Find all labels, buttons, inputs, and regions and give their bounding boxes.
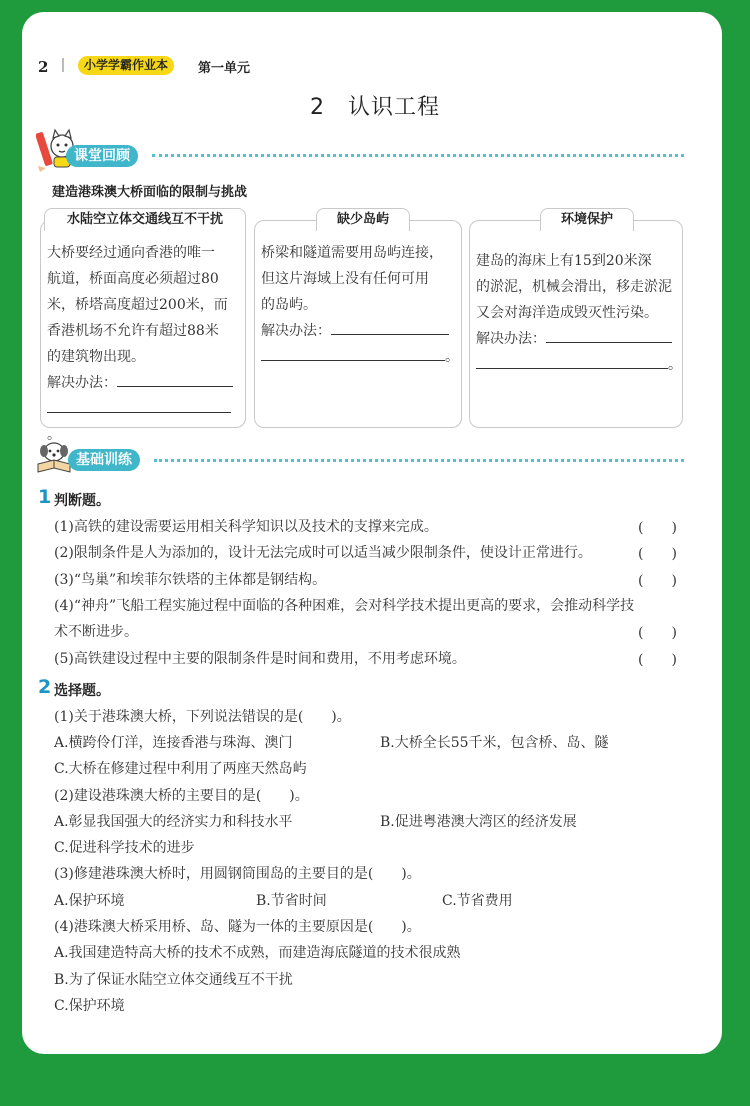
training-section-label: 基础训练 <box>68 449 140 471</box>
page-number: 2 <box>38 58 49 76</box>
q1-item-2: (2)限制条件是人为添加的，设计无法完成时可以适当减少限制条件，使设计正常进行。 <box>54 545 592 561</box>
answer-blank[interactable] <box>331 318 449 335</box>
review-dotted-rule <box>152 154 684 157</box>
answer-blank[interactable] <box>47 396 231 413</box>
q1-item-4: (4)“神舟”飞船工程实施过程中面临的各种困难，会对科学技术提出更高的要求，会推动科学技 <box>54 598 635 614</box>
review-section-label: 课堂回顾 <box>66 145 138 167</box>
card-traffic-solution: 解决办法： <box>47 370 243 396</box>
lesson-title: 2 认识工程 <box>310 95 440 120</box>
header-separator <box>62 58 64 72</box>
q2-4-option-b[interactable]: B.为了保证水陆空立体交通线互不干扰 <box>54 972 293 988</box>
q2-2-option-a[interactable]: A.彰显我国强大的经济实力和科技水平 <box>54 814 293 830</box>
q1-answer-2[interactable]: ( ) <box>638 546 677 562</box>
q2-1-option-a[interactable]: A.横跨伶仃洋，连接香港与珠海、澳门 <box>54 735 293 751</box>
q1-number: 1 <box>38 486 52 508</box>
q1-title: 判断题。 <box>54 493 110 509</box>
answer-blank[interactable] <box>261 344 445 361</box>
card-islands-solution: 解决办法： <box>261 318 459 344</box>
card-traffic-tab: 水陆空立体交通线互不干扰 <box>44 208 246 231</box>
q2-3-option-c[interactable]: C.节省费用 <box>442 893 513 909</box>
q2-number: 2 <box>38 676 52 698</box>
q2-4-option-c[interactable]: C.保护环境 <box>54 998 125 1014</box>
q1-answer-1[interactable]: ( ) <box>638 520 677 536</box>
training-dotted-rule <box>154 459 684 462</box>
q1-answer-4[interactable]: ( ) <box>638 625 677 641</box>
q2-1-option-c[interactable]: C.大桥在修建过程中利用了两座天然岛屿 <box>54 761 307 777</box>
q2-3-stem: (3)修建港珠澳大桥时，用圆钢筒围岛的主要目的是( )。 <box>54 866 421 882</box>
card-islands-tab: 缺少岛屿 <box>316 208 410 231</box>
q1-item-1: (1)高铁的建设需要运用相关科学知识以及技术的支撑来完成。 <box>54 519 438 535</box>
answer-blank[interactable] <box>117 370 233 387</box>
card-traffic-text: 大桥要经过通向香港的唯一 航道，桥面高度必须超过80 米，桥塔高度超过200米，而 香港机场不允许有超过88米 的建筑物出现。 解决办法： 。 <box>47 240 243 448</box>
answer-blank[interactable] <box>546 326 672 343</box>
q2-2-option-c[interactable]: C.促进科学技术的进步 <box>54 840 195 856</box>
q1-answer-3[interactable]: ( ) <box>638 573 677 589</box>
q2-2-stem: (2)建设港珠澳大桥的主要目的是( )。 <box>54 788 309 804</box>
card-environment-text: 建岛的海床上有15到20米深 的淤泥，机械会滑出，移走淤泥 又会对海洋造成毁灭性污染。 解决办法： 。 <box>476 253 682 373</box>
q2-2-option-b[interactable]: B.促进粤港澳大湾区的经济发展 <box>380 814 577 830</box>
q2-3-option-b[interactable]: B.节省时间 <box>256 893 327 909</box>
q1-item-3: (3)“鸟巢”和埃菲尔铁塔的主体都是钢结构。 <box>54 572 327 588</box>
q1-item-4-cont: 术不断进步。 <box>54 624 138 640</box>
book-badge: 小学学霸作业本 <box>78 56 174 75</box>
q2-1-option-b[interactable]: B.大桥全长55千米，包含桥、岛、隧 <box>380 735 609 751</box>
q1-item-5: (5)高铁建设过程中主要的限制条件是时间和费用，不用考虑环境。 <box>54 651 466 667</box>
q2-4-stem: (4)港珠澳大桥采用桥、岛、隧为一体的主要原因是( )。 <box>54 919 421 935</box>
review-subtitle: 建造港珠澳大桥面临的限制与挑战 <box>52 185 248 200</box>
card-islands-text: 桥梁和隧道需要用岛屿连接， 但这片海域上没有任何可用 的岛屿。 解决办法： 。 <box>261 245 459 365</box>
card-environment-tab: 环境保护 <box>540 208 634 231</box>
q2-3-option-a[interactable]: A.保护环境 <box>54 893 125 909</box>
q2-1-stem: (1)关于港珠澳大桥，下列说法错误的是( )。 <box>54 709 351 725</box>
answer-blank[interactable] <box>476 352 668 369</box>
q1-answer-5[interactable]: ( ) <box>638 652 677 668</box>
q2-4-option-a[interactable]: A.我国建造特高大桥的技术不成熟，而建造海底隧道的技术很成熟 <box>54 945 461 961</box>
card-environment-solution: 解决办法： <box>476 326 682 352</box>
q2-title: 选择题。 <box>54 683 110 699</box>
unit-label: 第一单元 <box>198 61 251 76</box>
